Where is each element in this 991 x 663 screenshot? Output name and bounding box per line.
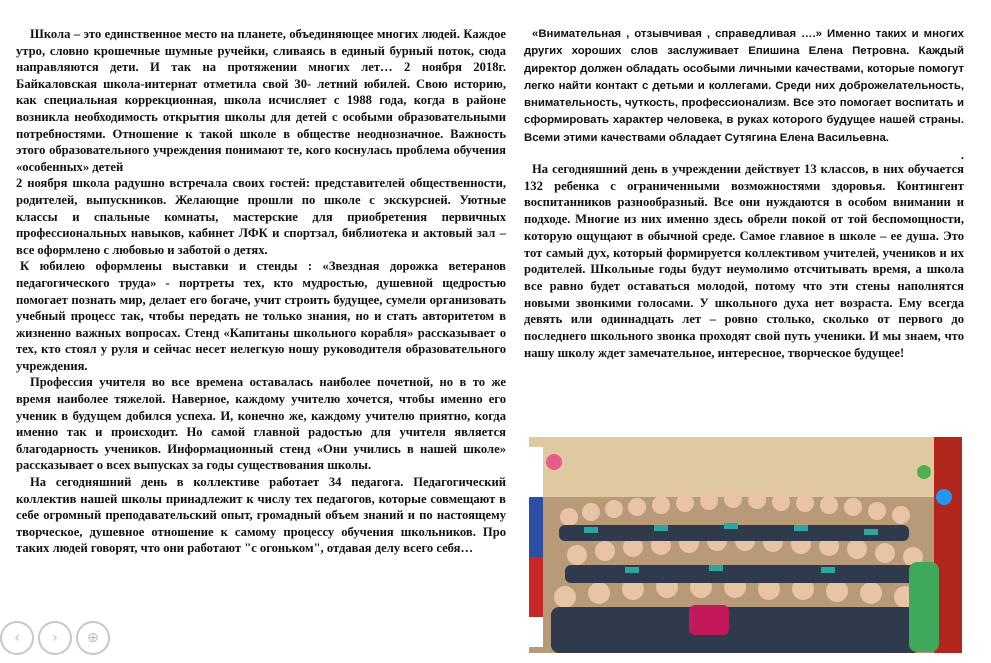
paragraph-staff: На сегодняшний день в коллективе работает 34 педагога. Педагогический коллектив нашей школы принадлежит к числу тех педагогов, которые совмещают в себе огромный преподавательский опыт, громадный объем знаний и по настоящему творческое, душевное отношение к самому процессу обучения школьников. Про таких людей говорят, что они работают "с огоньком", отдавая делу всего себя… [16, 475, 506, 556]
paragraph-teacher-profession: Профессия учителя во все времена оставалась наиболее почетной, но в то же время наиболее тяжелой. Наверное, каждому учителю хочется, чтобы именно его ученик в будущем добился успеха. И, конечно же, каждому учителю приятно, когда именно так и происходит. Но самой главной радостью для учителя является благодарность учеников. Информационный стенд «Они учились в нашей школе» рассказывает о всех выпусках за годы существования школы. [16, 375, 506, 473]
right-article-column [524, 26, 964, 362]
viewer-controls [0, 621, 110, 655]
staff-group-photo [529, 437, 962, 653]
left-article-column [16, 26, 506, 557]
paragraph-school-today: На сегодняшний день в учреждении действует 13 классов, в них обучается 132 ребенка с ограниченными возможностями здоровья. Контингент воспитанников разнообразный. Все они нуждаются в особом внимании и подходе. Многие из них именно здесь обрели покой от той беспомощности, которую ощущают в обычной среде. Самое главное в школе – ее душа. Это тот самый дух, который формируется коллективом учителей, учеников и их родителей. Школьные годы будут неумолимо отсчитывать время, а школа все равно будет оставаться молодой, потому что эти стены наполнятся новыми звонкими голосами. У школьного духа нет возраста. Ему всегда девять или одиннадцать лет – ровно столько, сколько от первого до последнего школьного звонка проходят свой путь ученики. И мы знаем, что нашу школу ждет замечательное, интересное, творческое будущее! [524, 162, 964, 360]
paragraph-directors: «Внимательная , отзывчивая , справедливая ….» Именно таких и многих других хороших слов заслуживает Епишина Елена Петровна. Каждый директор должен обладать особыми личными качествами, которые помогут легко найти контакт с детьми и коллегами. Среди них доброжелательность, внимательность, чуткость, профессионализм. Все это помогает воспитать и сформировать характер человека, в руках которого будущее нашей страны. Всеми этими качествами обладает Сутягина Елена Васильевна. [524, 28, 964, 144]
next-page-icon[interactable]: › [38, 621, 72, 655]
zoom-icon[interactable]: ⊕ [76, 621, 110, 655]
paragraph-guests: 2 ноября школа радушно встречала своих гостей: представителей общественности, родителей, выпускников. Желающие прошли по школе с экскурсией. Уютные классы и спальные комнаты, мастерские для приобретения первичных профессиональных навыков, кабинет ЛФК и спортзал, библиотека и актовый зал – все оформлено с любовью и заботой о детях. [16, 176, 506, 257]
paragraph-exhibitions: К юбилею оформлены выставки и стенды : «Звездная дорожка ветеранов педагогического труда» - портреты тех, кто мудростью, душевной щедростью помогает познать мир, делает его богаче, учит строить будущее, сумели организовать учебный процесс так, чтобы передать не только знания, но и стать авторитетом в жизненно важных вопросах. Стенд «Капитаны школьного корабля» рассказывает о тех, кто стоял у руля и сейчас несет нелегкую ношу руководителя образовательного учреждения. [16, 259, 506, 373]
paragraph-separator-dot: . [960, 148, 964, 163]
prev-page-icon[interactable]: ‹ [0, 621, 34, 655]
paragraph-intro: Школа – это единственное место на планете, объединяющее многих людей. Каждое утро, словно крошечные шумные ручейки, сливаясь в единый бурный поток, сюда направляются дети. И так на протяжении многих лет… 2 ноября 2018г. Байкаловская школа-интернат отметила свой 30- летний юбилей. Свою историю, как специальная коррекционная, школа исчисляет с 1988 года, когда в районе возникла необходимость открытия школы для детей с особыми образовательными потребностями. Отношение к такой школе в обществе неоднозначное. Важность этого образовательного учреждения понимают те, кого коснулась проблема обучения «особенных» детей [16, 27, 506, 174]
